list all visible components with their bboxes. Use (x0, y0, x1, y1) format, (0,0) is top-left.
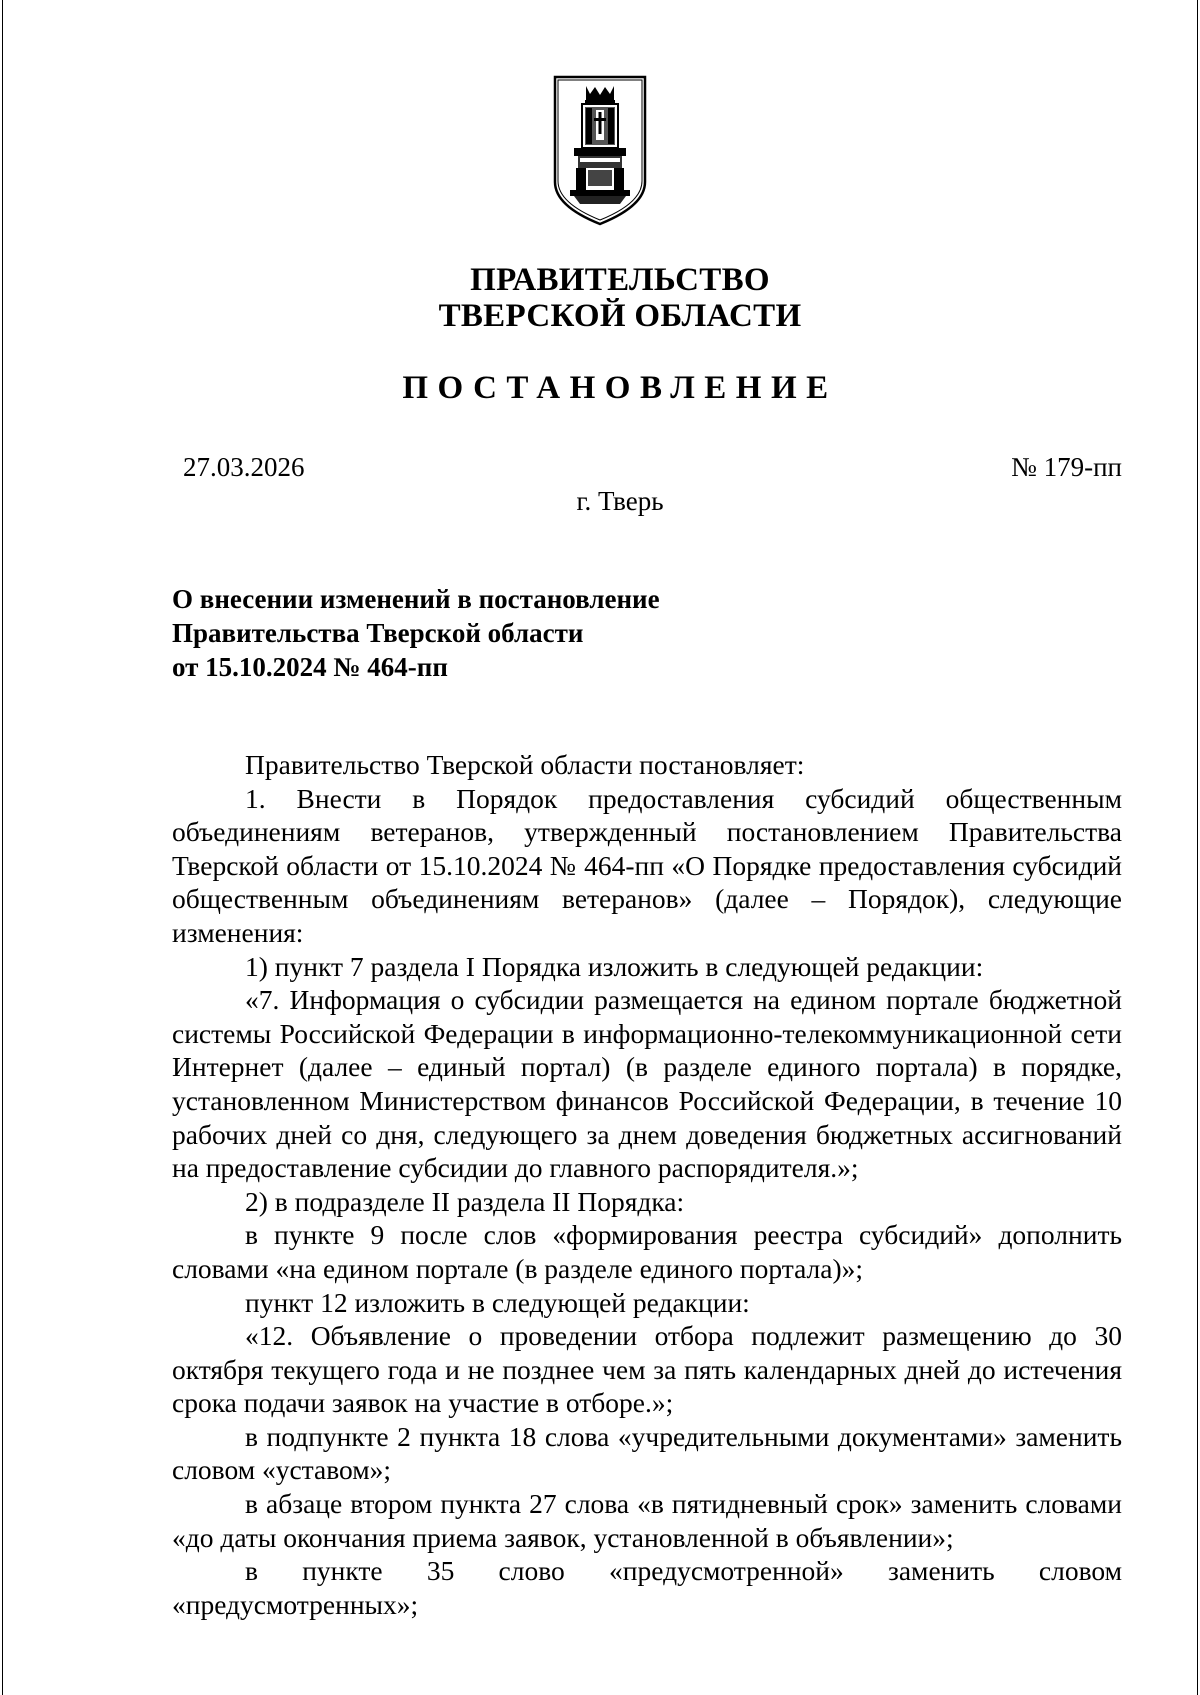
title-line: О внесении изменений в постановление (172, 584, 660, 614)
body-paragraph: «12. Объявление о проведении отбора подлежит размещению до 30 октября текущего года и не позднее чем за пять календарных дней до истечения срока подачи заявок на участие в отборе.»; (172, 1320, 1122, 1419)
body-paragraph: пункт 12 изложить в следующей редакции: (245, 1286, 750, 1318)
body-paragraph: 1. Внести в Порядок предоставления субсидий общественным объединениям ветеранов, утвержденный постановлением Правительства Тверской области от 15.10.2024 № 464-пп «О Порядке предоставления субсидий общественным объединениям ветеранов» (далее – Порядок), следующие изменения: (172, 782, 1122, 948)
title-line: от 15.10.2024 № 464-пп (172, 652, 448, 682)
org-name-line1: ПРАВИТЕЛЬСТВО (470, 262, 770, 298)
document-number: № 179-пп (1011, 452, 1122, 482)
document-type: ПОСТАНОВЛЕНИЕ (402, 370, 838, 406)
body-paragraph: 2) в подразделе II раздела II Порядка: (245, 1185, 685, 1217)
tver-region-coat-of-arms-icon (552, 74, 648, 226)
document-date: 27.03.2026 (183, 452, 305, 482)
org-name-line2: ТВЕРСКОЙ ОБЛАСТИ (438, 298, 802, 334)
body-paragraph: в пункте 9 после слов «формирования реестра субсидий» дополнить словами «на едином портале (в разделе единого портала)»; (172, 1219, 1122, 1284)
document-city: г. Тверь (576, 486, 664, 516)
body-paragraph: в подпункте 2 пункта 18 слова «учредительными документами» заменить словом «уставом»; (172, 1420, 1122, 1486)
body-paragraph: в абзаце втором пункта 27 слова «в пятидневный срок» заменить словами «до даты окончания приема заявок, установленной в объявлении»; (172, 1488, 1122, 1553)
body-paragraph: в пункте 35 слово «предусмотренной» заменить словом «предусмотренных»; (172, 1555, 1122, 1620)
title-line: Правительства Тверской области (172, 618, 584, 648)
scan-edge-right (1197, 0, 1198, 1695)
scan-edge-left (2, 0, 3, 1695)
body-paragraph: 1) пункт 7 раздела I Порядка изложить в следующей редакции: (245, 950, 984, 982)
body-paragraph: «7. Информация о субсидии размещается на едином портале бюджетной системы Российской Федерации в информационно-телекоммуникационной сети Интернет (далее – единый портал) (в разделе единого портала) в порядке, установленном Министерством финансов Российской Федерации, в течение 10 рабочих дней со дня, следующего за днем доведения бюджетных ассигнований на предоставление субсидии до главного распорядителя.»; (172, 984, 1122, 1184)
document-body (172, 748, 1122, 1621)
document-title (172, 582, 872, 684)
body-paragraph: Правительство Тверской области постановляет: (245, 749, 805, 780)
